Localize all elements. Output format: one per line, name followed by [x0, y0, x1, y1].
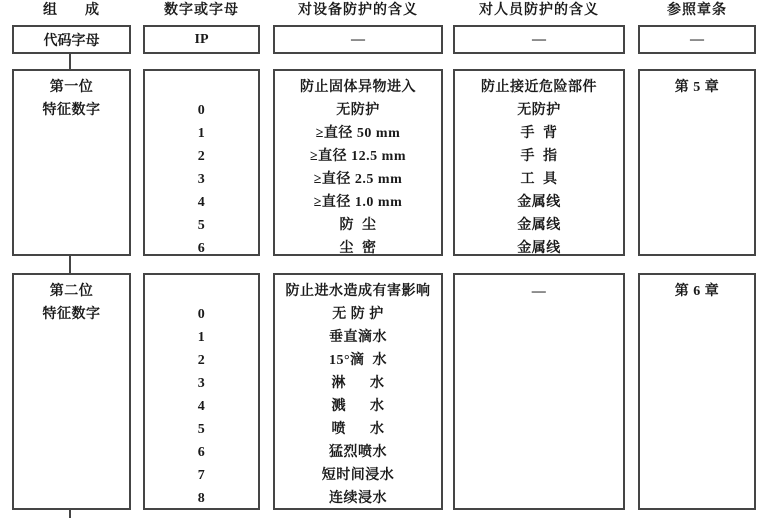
digit-line: 8 [197, 491, 206, 506]
equipment-meaning-line: 溅 水 [331, 399, 385, 414]
column-header-composition: 组 成 [43, 3, 100, 18]
reference-clause-line: 第 5 章 [674, 80, 720, 95]
personnel-meaning-line: 手 背 [520, 126, 558, 141]
digit-line: 1 [197, 330, 206, 345]
code-letter-personnel-cell: — [453, 25, 625, 54]
block2-composition-line: 特征数字 [42, 307, 101, 322]
personnel-meaning-line: 手 指 [520, 149, 558, 164]
code-letter-reference-cell: — [638, 25, 756, 54]
digit-line: 0 [197, 307, 206, 322]
spacer-line [145, 280, 258, 303]
equipment-meaning-line: 喷 水 [331, 422, 385, 437]
column-header-personnel-protection: 对人员防护的含义 [479, 3, 599, 18]
equipment-meaning-line: ≥直径 2.5 mm [313, 172, 403, 187]
personnel-meaning-line: 金属线 [517, 195, 561, 210]
equipment-meaning-line: ≥直径 1.0 mm [313, 195, 403, 210]
equipment-meaning-line: 15°滴 水 [328, 353, 388, 368]
block2-reference-box [638, 273, 756, 510]
digit-line: 7 [197, 468, 206, 483]
block2-digits-box [143, 273, 260, 510]
connector-line-2 [69, 255, 71, 274]
reference-clause-line: 第 6 章 [674, 284, 720, 299]
personnel-meaning-line: — [531, 284, 547, 299]
digit-line: 5 [197, 422, 206, 437]
equipment-meaning-line: 连续浸水 [329, 491, 387, 506]
equipment-meaning-line: 防 尘 [339, 218, 377, 233]
equipment-meaning-line: 短时间浸水 [321, 468, 395, 483]
block1-composition-box [12, 69, 131, 256]
block2-personnel-box [453, 273, 625, 510]
block1-digits-box [143, 69, 260, 256]
block1-composition-line: 特征数字 [42, 103, 101, 118]
block1-personnel-box [453, 69, 625, 256]
digit-line: 1 [197, 126, 206, 141]
equipment-meaning-line: 无防护 [336, 103, 380, 118]
code-letter-value-cell: IP [143, 25, 260, 54]
block2-composition-box [12, 273, 131, 510]
equipment-meaning-line: 防止固体异物进入 [300, 80, 416, 95]
block2-equipment-box [273, 273, 443, 510]
digit-line: 4 [197, 195, 206, 210]
connector-line-1 [69, 53, 71, 70]
equipment-meaning-line: 淋 水 [331, 376, 385, 391]
block1-composition-line: 第一位 [49, 80, 94, 95]
code-letter-label-cell: 代码字母 [12, 25, 131, 54]
digit-line: 6 [197, 241, 206, 256]
equipment-meaning-line: 尘 密 [339, 241, 377, 256]
column-header-equipment-protection: 对设备防护的含义 [298, 3, 418, 18]
block2-composition-line: 第二位 [49, 284, 94, 299]
equipment-meaning-line: ≥直径 50 mm [315, 126, 401, 141]
personnel-meaning-line: 防止接近危险部件 [481, 80, 597, 95]
block1-reference-box [638, 69, 756, 256]
digit-line: 3 [197, 376, 206, 391]
equipment-meaning-line: ≥直径 12.5 mm [309, 149, 406, 164]
digit-line: 0 [197, 103, 206, 118]
personnel-meaning-line: 无防护 [517, 103, 561, 118]
block1-equipment-box [273, 69, 443, 256]
equipment-meaning-line: 无 防 护 [332, 307, 384, 322]
digit-line: 4 [197, 399, 206, 414]
digit-line: 6 [197, 445, 206, 460]
digit-line: 2 [197, 353, 206, 368]
digit-line: 2 [197, 149, 206, 164]
equipment-meaning-line: 猛烈喷水 [329, 445, 387, 460]
equipment-meaning-line: 垂直滴水 [329, 330, 387, 345]
personnel-meaning-line: 工 具 [520, 172, 558, 187]
digit-line: 5 [197, 218, 206, 233]
column-header-number-or-letter: 数字或字母 [164, 3, 239, 18]
connector-line-3 [69, 509, 71, 518]
column-header-reference-clause: 参照章条 [667, 3, 727, 18]
code-letter-equipment-cell: — [273, 25, 443, 54]
digit-line: 3 [197, 172, 206, 187]
spacer-line [145, 76, 258, 99]
personnel-meaning-line: 金属线 [517, 218, 561, 233]
personnel-meaning-line: 金属线 [517, 241, 561, 256]
equipment-meaning-line: 防止进水造成有害影响 [285, 284, 431, 299]
